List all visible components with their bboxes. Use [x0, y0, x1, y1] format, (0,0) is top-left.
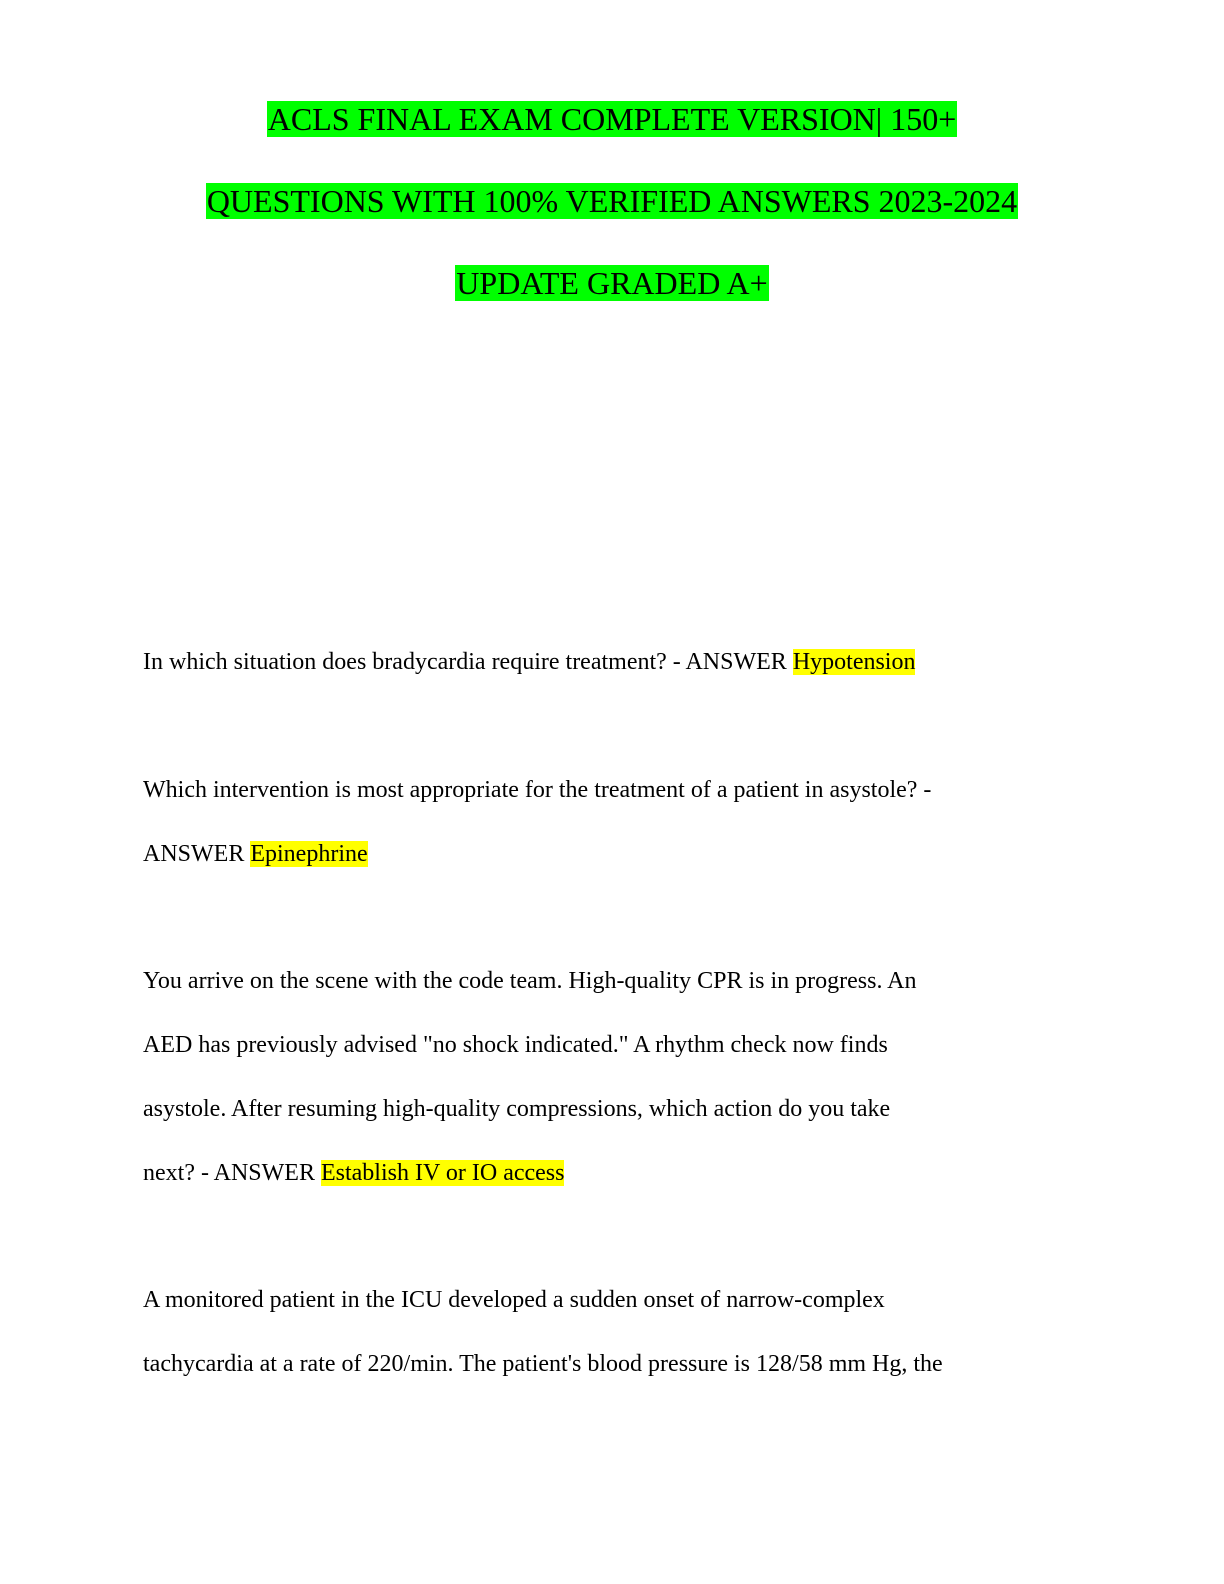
document-title [0, 78, 1224, 324]
question-2 [143, 758, 1083, 886]
question-line [143, 630, 1083, 694]
question-line [143, 1141, 1083, 1205]
question-line: A monitored patient in the ICU developed a sudden onset of narrow-complex [143, 1287, 885, 1313]
question-3 [143, 949, 1083, 1205]
answer-label: ANSWER [143, 841, 245, 867]
question-line: tachycardia at a rate of 220/min. The patient's blood pressure is 128/58 mm Hg, the [143, 1351, 943, 1377]
question-line [143, 758, 1083, 822]
question-line: You arrive on the scene with the code team. High-quality CPR is in progress. An [143, 968, 917, 994]
question-line: asystole. After resuming high-quality compressions, which action do you take [143, 1096, 891, 1122]
title-line-2: QUESTIONS WITH 100% VERIFIED ANSWERS 2023-2024 [206, 183, 1018, 219]
answer-highlight: Epinephrine [250, 841, 368, 867]
title-line-3: UPDATE GRADED A+ [456, 265, 768, 301]
answer-label: ANSWER [685, 649, 787, 675]
question-line [143, 822, 1083, 886]
question-text: In which situation does bradycardia require treatment? - [143, 649, 686, 675]
question-4 [143, 1268, 1083, 1396]
answer-highlight: Establish IV or IO access [320, 1160, 565, 1186]
question-text: Which intervention is most appropriate for the treatment of a patient in asystole? - [143, 777, 932, 803]
answer-highlight: Hypotension [792, 649, 916, 675]
title-line-1: ACLS FINAL EXAM COMPLETE VERSION| 150+ [267, 101, 957, 137]
question-1 [143, 630, 1083, 694]
question-line: AED has previously advised "no shock indicated." A rhythm check now finds [143, 1032, 888, 1058]
question-text: next? - [143, 1160, 214, 1186]
answer-label: ANSWER [213, 1160, 315, 1186]
